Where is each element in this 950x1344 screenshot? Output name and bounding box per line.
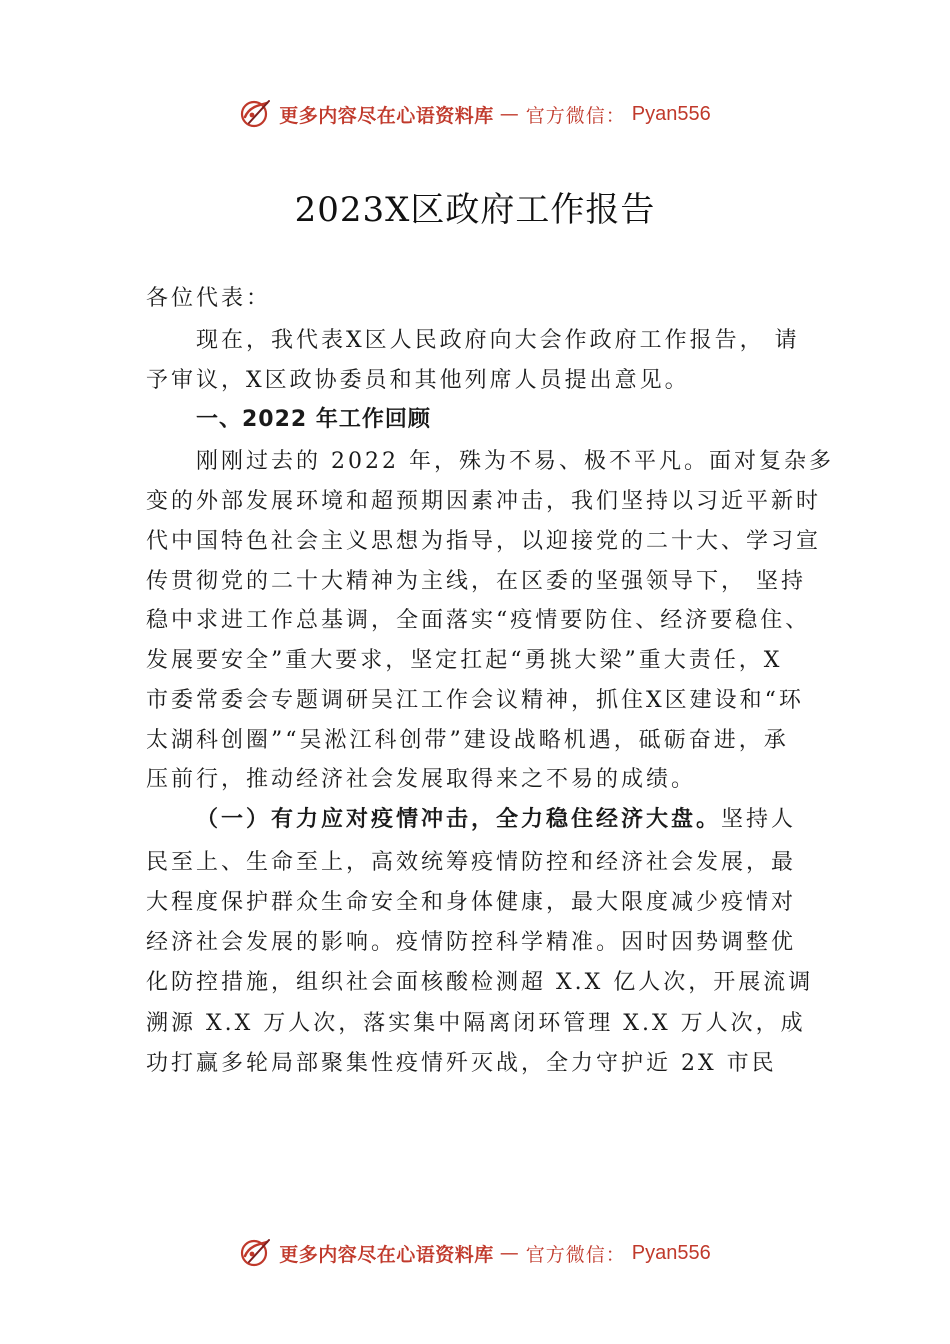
paragraph-line: 经济社会发展的影响。疫情防控科学精准。因时因势调整优 bbox=[146, 930, 797, 955]
paragraph-line: 化防控措施，组织社会面核酸检测超 X.X 亿人次，开展流调 bbox=[146, 970, 814, 995]
paragraph-line: 溯源 X.X 万人次，落实集中隔离闭环管理 X.X 万人次，成 bbox=[146, 1011, 806, 1036]
paragraph-line: 压前行，推动经济社会发展取得来之不易的成绩。 bbox=[146, 767, 697, 792]
watermark-official: 官方微信： bbox=[525, 104, 626, 127]
subsection-heading: （一）有力应对疫情冲击，全力稳住经济大盘。 bbox=[196, 806, 722, 832]
watermark-separator: — bbox=[499, 103, 520, 125]
paragraph-line: 市委常委会专题调研吴江工作会议精神，抓住X区建设和“环 bbox=[146, 688, 804, 713]
paragraph-line: 刚刚过去的 2022 年，殊为不易、极不平凡。面对复杂多 bbox=[196, 449, 834, 474]
brush-logo-icon bbox=[239, 97, 273, 131]
paragraph-line: 代中国特色社会主义思想为指导，以迎接党的二十大、学习宣 bbox=[146, 529, 822, 554]
subsection-line bbox=[196, 804, 796, 835]
section-heading: 一、2022 年工作回顾 bbox=[196, 407, 431, 432]
paragraph-line: 传贯彻党的二十大精神为主线，在区委的坚强领导下， 坚持 bbox=[146, 569, 806, 594]
salutation: 各位代表： bbox=[146, 286, 272, 311]
watermark-brand: 更多内容尽在心语资料库 bbox=[279, 1243, 494, 1266]
watermark-official: 官方微信： bbox=[525, 1243, 626, 1266]
watermark-banner-bottom bbox=[0, 1233, 950, 1273]
paragraph-line: 稳中求进工作总基调，全面落实“疫情要防住、经济要稳住、 bbox=[146, 608, 811, 633]
paragraph-line: 功打赢多轮局部聚集性疫情歼灭战，全力守护近 2X 市民 bbox=[146, 1051, 777, 1076]
intro-line: 予审议，X区政协委员和其他列席人员提出意见。 bbox=[146, 368, 690, 393]
subsection-tail: 坚持人 bbox=[721, 807, 797, 832]
watermark-banner-top bbox=[0, 94, 950, 134]
paragraph-line: 大程度保护群众生命安全和身体健康，最大限度减少疫情对 bbox=[146, 890, 797, 915]
brush-logo-icon bbox=[239, 1236, 273, 1270]
paragraph-line: 太湖科创圈”“吴淞江科创带”建设战略机遇，砥砺奋进，承 bbox=[146, 728, 789, 753]
watermark-wechat-id: Pyan556 bbox=[631, 1241, 711, 1264]
watermark-wechat-id: Pyan556 bbox=[631, 102, 711, 125]
paragraph-line: 民至上、生命至上，高效统筹疫情防控和经济社会发展，最 bbox=[146, 850, 797, 875]
watermark-separator: — bbox=[499, 1242, 520, 1264]
watermark-brand: 更多内容尽在心语资料库 bbox=[279, 104, 494, 127]
intro-line: 现在，我代表X区人民政府向大会作政府工作报告， 请 bbox=[196, 328, 800, 353]
paragraph-line: 发展要安全”重大要求，坚定扛起“勇挑大梁”重大责任，X bbox=[146, 648, 783, 673]
document-title: 2023X区政府工作报告 bbox=[294, 190, 656, 230]
paragraph-line: 变的外部发展环境和超预期因素冲击，我们坚持以习近平新时 bbox=[146, 489, 822, 514]
